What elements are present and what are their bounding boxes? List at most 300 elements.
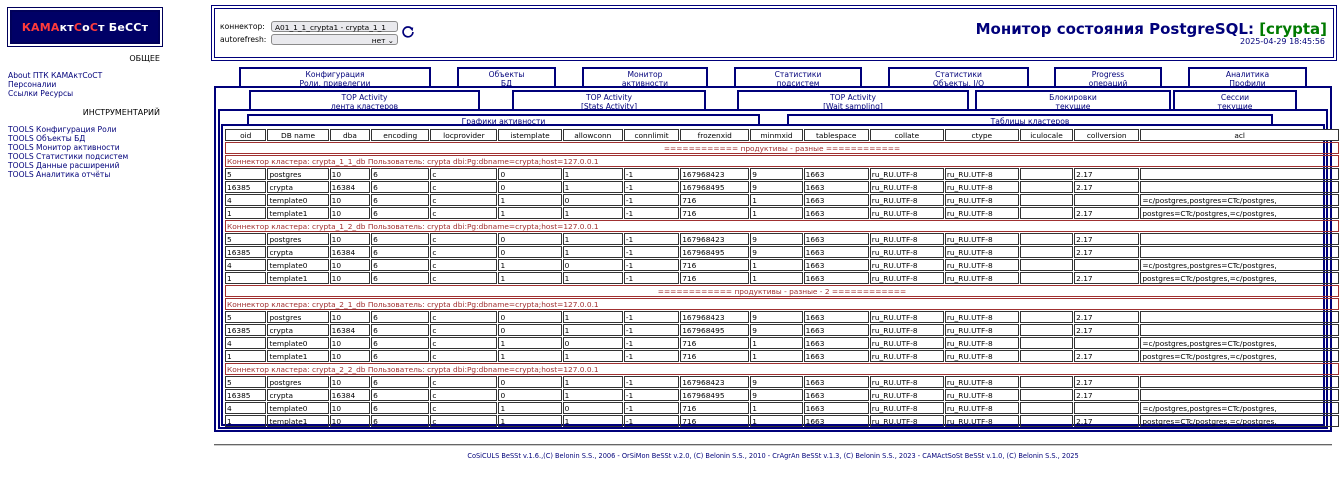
table-cell: 1663 [804,233,869,245]
group-separator: ============ продуктивы - разные ============ [225,142,1339,154]
table-cell: -1 [624,311,679,323]
table-cell: ru_RU.UTF-8 [945,389,1019,401]
table-cell: 5 [225,168,266,180]
table-cell [1020,272,1073,284]
tab-label-1: Конфигурация [305,70,365,79]
table-cell [1140,311,1339,323]
table-cell: -1 [624,181,679,193]
tab-label-2: [Stats Activity] [580,102,638,111]
table-cell: 10 [330,337,370,349]
table-cell: -1 [624,324,679,336]
table-cell [1140,233,1339,245]
table-cell: ru_RU.UTF-8 [945,415,1019,427]
table-cell: 167968423 [680,168,749,180]
page-title-text: Монитор состояния PostgreSQL: [975,20,1260,38]
tab-label-1: Монитор [627,70,663,79]
table-cell: 716 [680,350,749,362]
sidebar-tool-link[interactable]: TOOLS Конфигурация Роли [8,125,117,134]
table-cell: 10 [330,207,370,219]
table-cell: ru_RU.UTF-8 [870,402,944,414]
table-cell: 0 [498,181,561,193]
table-cell: 16384 [330,181,370,193]
table-cell: 6 [371,194,429,206]
table-cell: ru_RU.UTF-8 [870,181,944,193]
table-cell: 716 [680,402,749,414]
table-row [225,168,1339,180]
table-cell: 2.17 [1074,207,1139,219]
table-cell: 716 [680,207,749,219]
table-cell: 6 [371,350,429,362]
table-cell [1020,324,1073,336]
tab-label-2: текущие [1217,102,1253,111]
table-cell: -1 [624,337,679,349]
table-cell: template0 [267,402,328,414]
table-cell: ru_RU.UTF-8 [870,246,944,258]
tab-row2[interactable] [1173,90,1297,111]
column-header: minmxid [750,129,802,141]
table-cell: ru_RU.UTF-8 [870,168,944,180]
table-cell: 0 [498,376,561,388]
table-cell: 16384 [330,324,370,336]
table-cell: ru_RU.UTF-8 [870,389,944,401]
table-cell [1020,207,1073,219]
connector-info: Коннектор кластера: crypta_1_1_db Пользователь: crypta dbi:Pg:dbname=crypta;host=127.0.0.1 [225,155,1339,167]
tab-label-2: Объекты, I/O [932,79,985,88]
table-cell: ru_RU.UTF-8 [945,168,1019,180]
connector-row [225,155,1339,167]
table-cell: 1663 [804,194,869,206]
table-cell: 2.17 [1074,246,1139,258]
table-cell: 716 [680,259,749,271]
tab-label-1: Аналитика [1225,70,1270,79]
table-cell [1020,194,1073,206]
table-cell: 9 [750,246,802,258]
table-cell: 1 [563,272,623,284]
table-cell [1140,181,1339,193]
table-cell: 167968495 [680,324,749,336]
connector-label: коннектор: [220,22,265,31]
table-cell: ru_RU.UTF-8 [870,324,944,336]
table-cell: ru_RU.UTF-8 [945,350,1019,362]
table-cell: ru_RU.UTF-8 [870,415,944,427]
table-cell: c [430,376,497,388]
table-cell: template1 [267,272,328,284]
table-cell: 1 [563,415,623,427]
tab-row1[interactable] [582,67,708,88]
table-cell: 1 [563,181,623,193]
tab-label-2: БД [500,79,513,88]
table-cell: 716 [680,272,749,284]
table-cell: ru_RU.UTF-8 [870,207,944,219]
table-cell: 1 [563,389,623,401]
table-cell: -1 [624,415,679,427]
tab-label-1: TOP Activity [341,93,388,102]
tab-row2[interactable] [975,90,1171,111]
tab-label-2: Роли, привелегии [299,79,371,88]
table-cell: 2.17 [1074,272,1139,284]
table-cell: ru_RU.UTF-8 [870,376,944,388]
table-cell [1074,402,1139,414]
table-cell: 1 [498,207,561,219]
table-cell: 716 [680,415,749,427]
table-cell: -1 [624,350,679,362]
table-cell: 1 [225,415,266,427]
table-cell: 1663 [804,402,869,414]
page-title [976,20,1327,38]
column-header: tablespace [804,129,869,141]
table-cell: 1 [750,415,802,427]
column-header: acl [1140,129,1339,141]
table-cell: c [430,207,497,219]
tab-row2[interactable] [512,90,706,111]
table-cell: 10 [330,194,370,206]
table-cell: postgres=CTc/postgres,=c/postgres, [1140,415,1339,427]
sidebar-link[interactable]: Ссылки Ресурсы [8,89,74,98]
table-row [225,194,1339,206]
table-cell: ru_RU.UTF-8 [870,272,944,284]
table-cell: postgres=CTc/postgres,=c/postgres, [1140,350,1339,362]
table-cell: c [430,194,497,206]
column-header: DB name [267,129,328,141]
column-header: oid [225,129,266,141]
table-cell: ru_RU.UTF-8 [870,337,944,349]
table-cell: crypta [267,389,328,401]
table-cell: 16385 [225,389,266,401]
table-cell: 4 [225,194,266,206]
table-cell: 6 [371,272,429,284]
logo-part: т БеССт [98,20,149,34]
table-cell [1074,259,1139,271]
table-cell: 10 [330,272,370,284]
tab-row3[interactable]: Таблицы кластеров [787,114,1273,126]
tab-label-2: лента кластеров [330,102,399,111]
table-cell: 1 [498,337,561,349]
table-cell: c [430,246,497,258]
table-cell: postgres [267,311,328,323]
table-cell: 0 [563,337,623,349]
tab-label-2: операций [1088,79,1128,88]
table-cell: c [430,168,497,180]
table-cell: c [430,389,497,401]
table-cell: 1 [225,207,266,219]
table-row [225,259,1339,271]
table-cell: ru_RU.UTF-8 [870,259,944,271]
table-cell: ru_RU.UTF-8 [870,194,944,206]
sidebar-tool-link[interactable]: TOOLS Монитор активности [8,143,120,152]
logo[interactable] [10,10,160,44]
table-cell: c [430,272,497,284]
table-cell: 4 [225,337,266,349]
sidebar-link[interactable]: About ПТК КАМАктСоСТ [8,71,103,80]
table-cell: ru_RU.UTF-8 [870,311,944,323]
table-cell [1140,246,1339,258]
table-cell [1020,337,1073,349]
table-cell: 2.17 [1074,415,1139,427]
table-cell: 716 [680,194,749,206]
sidebar [8,8,160,179]
table-cell: 0 [498,324,561,336]
tab-label-2: Профили [1229,79,1266,88]
table-cell: postgres [267,233,328,245]
table-cell: 1663 [804,324,869,336]
sidebar-link[interactable]: Персоналии [8,80,57,89]
table-cell: 6 [371,207,429,219]
table-row [225,246,1339,258]
table-cell: 1 [498,259,561,271]
general-title: ОБЩЕЕ [129,54,160,63]
table-cell: c [430,324,497,336]
table-cell: 1 [750,337,802,349]
table-cell: ru_RU.UTF-8 [870,233,944,245]
column-header: connlimit [624,129,679,141]
tab-label-1: Сессии [1220,93,1250,102]
table-cell: ru_RU.UTF-8 [945,207,1019,219]
connector-row [225,363,1339,375]
autorefresh-select[interactable]: нет ⌄ [271,34,398,45]
table-cell: 6 [371,246,429,258]
refresh-icon[interactable] [401,25,415,39]
table-cell: -1 [624,402,679,414]
tab-row2[interactable] [737,90,969,111]
table-cell: c [430,181,497,193]
table-cell: 1663 [804,350,869,362]
table-cell: 2.17 [1074,233,1139,245]
table-cell: 2.17 [1074,376,1139,388]
table-cell: 5 [225,233,266,245]
table-cell: 1 [563,246,623,258]
table-cell: 6 [371,168,429,180]
table-cell: 6 [371,181,429,193]
table-cell: 6 [371,389,429,401]
table-cell: -1 [624,376,679,388]
table-cell: template0 [267,337,328,349]
table-cell: ru_RU.UTF-8 [945,194,1019,206]
table-cell: crypta [267,324,328,336]
table-cell: ru_RU.UTF-8 [945,259,1019,271]
column-header: iculocale [1020,129,1073,141]
column-header: dba [330,129,370,141]
table-cell: crypta [267,246,328,258]
table-row [225,350,1339,362]
table-row [225,324,1339,336]
table-cell: 1663 [804,311,869,323]
table-cell: 0 [563,402,623,414]
table-cell: 2.17 [1074,181,1139,193]
footer: CoSiCULS BeSSt v.1.6.,(C) Belonin S.S., 2006 - OrSiMon BeSSt v.2.0, (C) Belonin S.S., 2010 - CrAgrAn BeSSt v.1.3, (C) Belonin S.S., 2023 - CAMActSoSt BeSSt v.1.0, (C) Belonin S.S., 2025 [467,452,1079,460]
table-cell: 1663 [804,272,869,284]
table-cell: 6 [371,376,429,388]
table-cell: 1663 [804,415,869,427]
table-cell: -1 [624,246,679,258]
table-cell [1140,376,1339,388]
sidebar-tool-link[interactable]: TOOLS Аналитика отчёты [8,170,111,179]
table-cell: c [430,350,497,362]
table-cell: crypta [267,181,328,193]
table-cell: 9 [750,233,802,245]
table-cell: 1 [563,324,623,336]
table-cell: 9 [750,311,802,323]
table-cell: 9 [750,324,802,336]
table-cell: ru_RU.UTF-8 [945,311,1019,323]
table-cell: ru_RU.UTF-8 [945,402,1019,414]
table-row [225,402,1339,414]
tab-row3[interactable]: Графики активности [247,114,760,126]
tab-row2[interactable] [249,90,480,111]
table-cell: 10 [330,168,370,180]
table-cell: 167968495 [680,181,749,193]
table-cell [1020,259,1073,271]
table-cell: -1 [624,259,679,271]
table-cell: 1663 [804,207,869,219]
logo-part: кт [59,20,74,34]
table-cell [1140,168,1339,180]
table-cell: 10 [330,376,370,388]
sidebar-tool-link[interactable]: TOOLS Данные расширений [8,161,120,170]
tab-label-1: Progress [1091,70,1125,79]
tab-row1[interactable] [734,67,862,88]
table-cell [1020,415,1073,427]
column-header: encoding [371,129,429,141]
table-cell: =c/postgres,postgres=CTc/postgres, [1140,337,1339,349]
table-cell: ru_RU.UTF-8 [945,272,1019,284]
table-cell: 5 [225,311,266,323]
tools-links [8,125,160,179]
table-cell: 6 [371,233,429,245]
table-cell: 16385 [225,181,266,193]
table-cell: -1 [624,272,679,284]
sidebar-tool-link[interactable]: TOOLS Статистики подсистем [8,152,129,161]
table-cell: 0 [563,194,623,206]
general-links [8,71,160,98]
table-cell: postgres=CTc/postgres,=c/postgres, [1140,207,1339,219]
tab-row1[interactable] [239,67,431,88]
table-cell: 1 [563,376,623,388]
tab-row1[interactable] [1054,67,1162,88]
table-cell: 9 [750,181,802,193]
group-separator-row [225,142,1339,154]
table-row [225,207,1339,219]
autorefresh-label: autorefresh: [220,35,267,44]
table-cell: 1663 [804,337,869,349]
tab-row1[interactable] [457,67,556,88]
db-name: [crypta] [1259,20,1327,38]
table-cell: ru_RU.UTF-8 [945,233,1019,245]
table-cell: 1 [750,402,802,414]
tab-label-1: TOP Activity [829,93,876,102]
table-cell: 1 [563,168,623,180]
tab-label-1: Блокировки [1049,93,1097,102]
table-row [225,233,1339,245]
table-cell: 6 [371,402,429,414]
table-cell: 1663 [804,181,869,193]
logo-part: С [89,20,99,34]
tab-label-2: текущие [1055,102,1091,111]
table-cell: 167968423 [680,233,749,245]
table-cell: c [430,311,497,323]
column-header: collversion [1074,129,1139,141]
tab-row1[interactable] [888,67,1029,88]
table-row [225,415,1339,427]
table-cell: 10 [330,350,370,362]
tab-label-1: TOP Activity [585,93,632,102]
table-cell: 2.17 [1074,311,1139,323]
table-cell: 16385 [225,246,266,258]
tab-row1[interactable] [1188,67,1307,88]
table-cell: c [430,402,497,414]
column-header: istemplate [498,129,561,141]
table-cell: 9 [750,376,802,388]
table-cell: postgres=CTc/postgres,=c/postgres, [1140,272,1339,284]
connector-select[interactable]: A01_1_1_crypta1 - crypta_1_1 [271,21,398,32]
table-cell: 0 [498,233,561,245]
table-cell: ru_RU.UTF-8 [945,376,1019,388]
table-cell: 10 [330,259,370,271]
table-header [225,129,1339,141]
table-cell: 1663 [804,168,869,180]
table-cell [1020,168,1073,180]
table-body [225,142,1339,427]
table-cell: c [430,259,497,271]
table-cell [1020,311,1073,323]
table-cell: template1 [267,207,328,219]
tools-title: ИНСТРУМЕНТАРИЙ [82,108,160,117]
table-cell: -1 [624,233,679,245]
table-cell [1020,181,1073,193]
top-panel [214,8,1334,58]
table-cell: 1 [563,207,623,219]
table-cell: 167968495 [680,246,749,258]
table-cell: template1 [267,415,328,427]
table-cell: 6 [371,324,429,336]
table-cell: =c/postgres,postgres=CTc/postgres, [1140,259,1339,271]
table-cell [1074,194,1139,206]
tab-label-1: Статистики [935,70,982,79]
table-cell: 16385 [225,324,266,336]
table-cell [1020,376,1073,388]
table-cell: 10 [330,311,370,323]
table-cell [1020,389,1073,401]
table-cell [1020,233,1073,245]
connector-info: Коннектор кластера: crypta_1_2_db Пользователь: crypta dbi:Pg:dbname=crypta;host=127.0.0.1 [225,220,1339,232]
tab-label-1: Статистики [774,70,822,79]
logo-part: С [73,20,83,34]
table-cell: 1 [563,350,623,362]
table-cell: 1 [498,415,561,427]
sidebar-tool-link[interactable]: TOOLS Объекты БД [8,134,86,143]
table-cell: =c/postgres,postgres=CTc/postgres, [1140,194,1339,206]
tab-label-2: подсистем [776,79,820,88]
table-row [225,337,1339,349]
table-cell: 16384 [330,246,370,258]
table-row [225,389,1339,401]
table-cell: 1663 [804,246,869,258]
table-cell: 716 [680,337,749,349]
connector-row [225,298,1339,310]
column-header: locprovider [430,129,497,141]
table-cell: 1663 [804,376,869,388]
table-cell: ru_RU.UTF-8 [945,324,1019,336]
table-cell: 2.17 [1074,324,1139,336]
table-cell: c [430,415,497,427]
table-cell: ru_RU.UTF-8 [945,246,1019,258]
table-cell: 1 [750,194,802,206]
table-cell: 1 [750,272,802,284]
table-cell: 6 [371,337,429,349]
tab-label-2: активности [621,79,669,88]
tab-label-1: Объекты [488,70,525,79]
table-cell [1020,402,1073,414]
table-cell: c [430,233,497,245]
